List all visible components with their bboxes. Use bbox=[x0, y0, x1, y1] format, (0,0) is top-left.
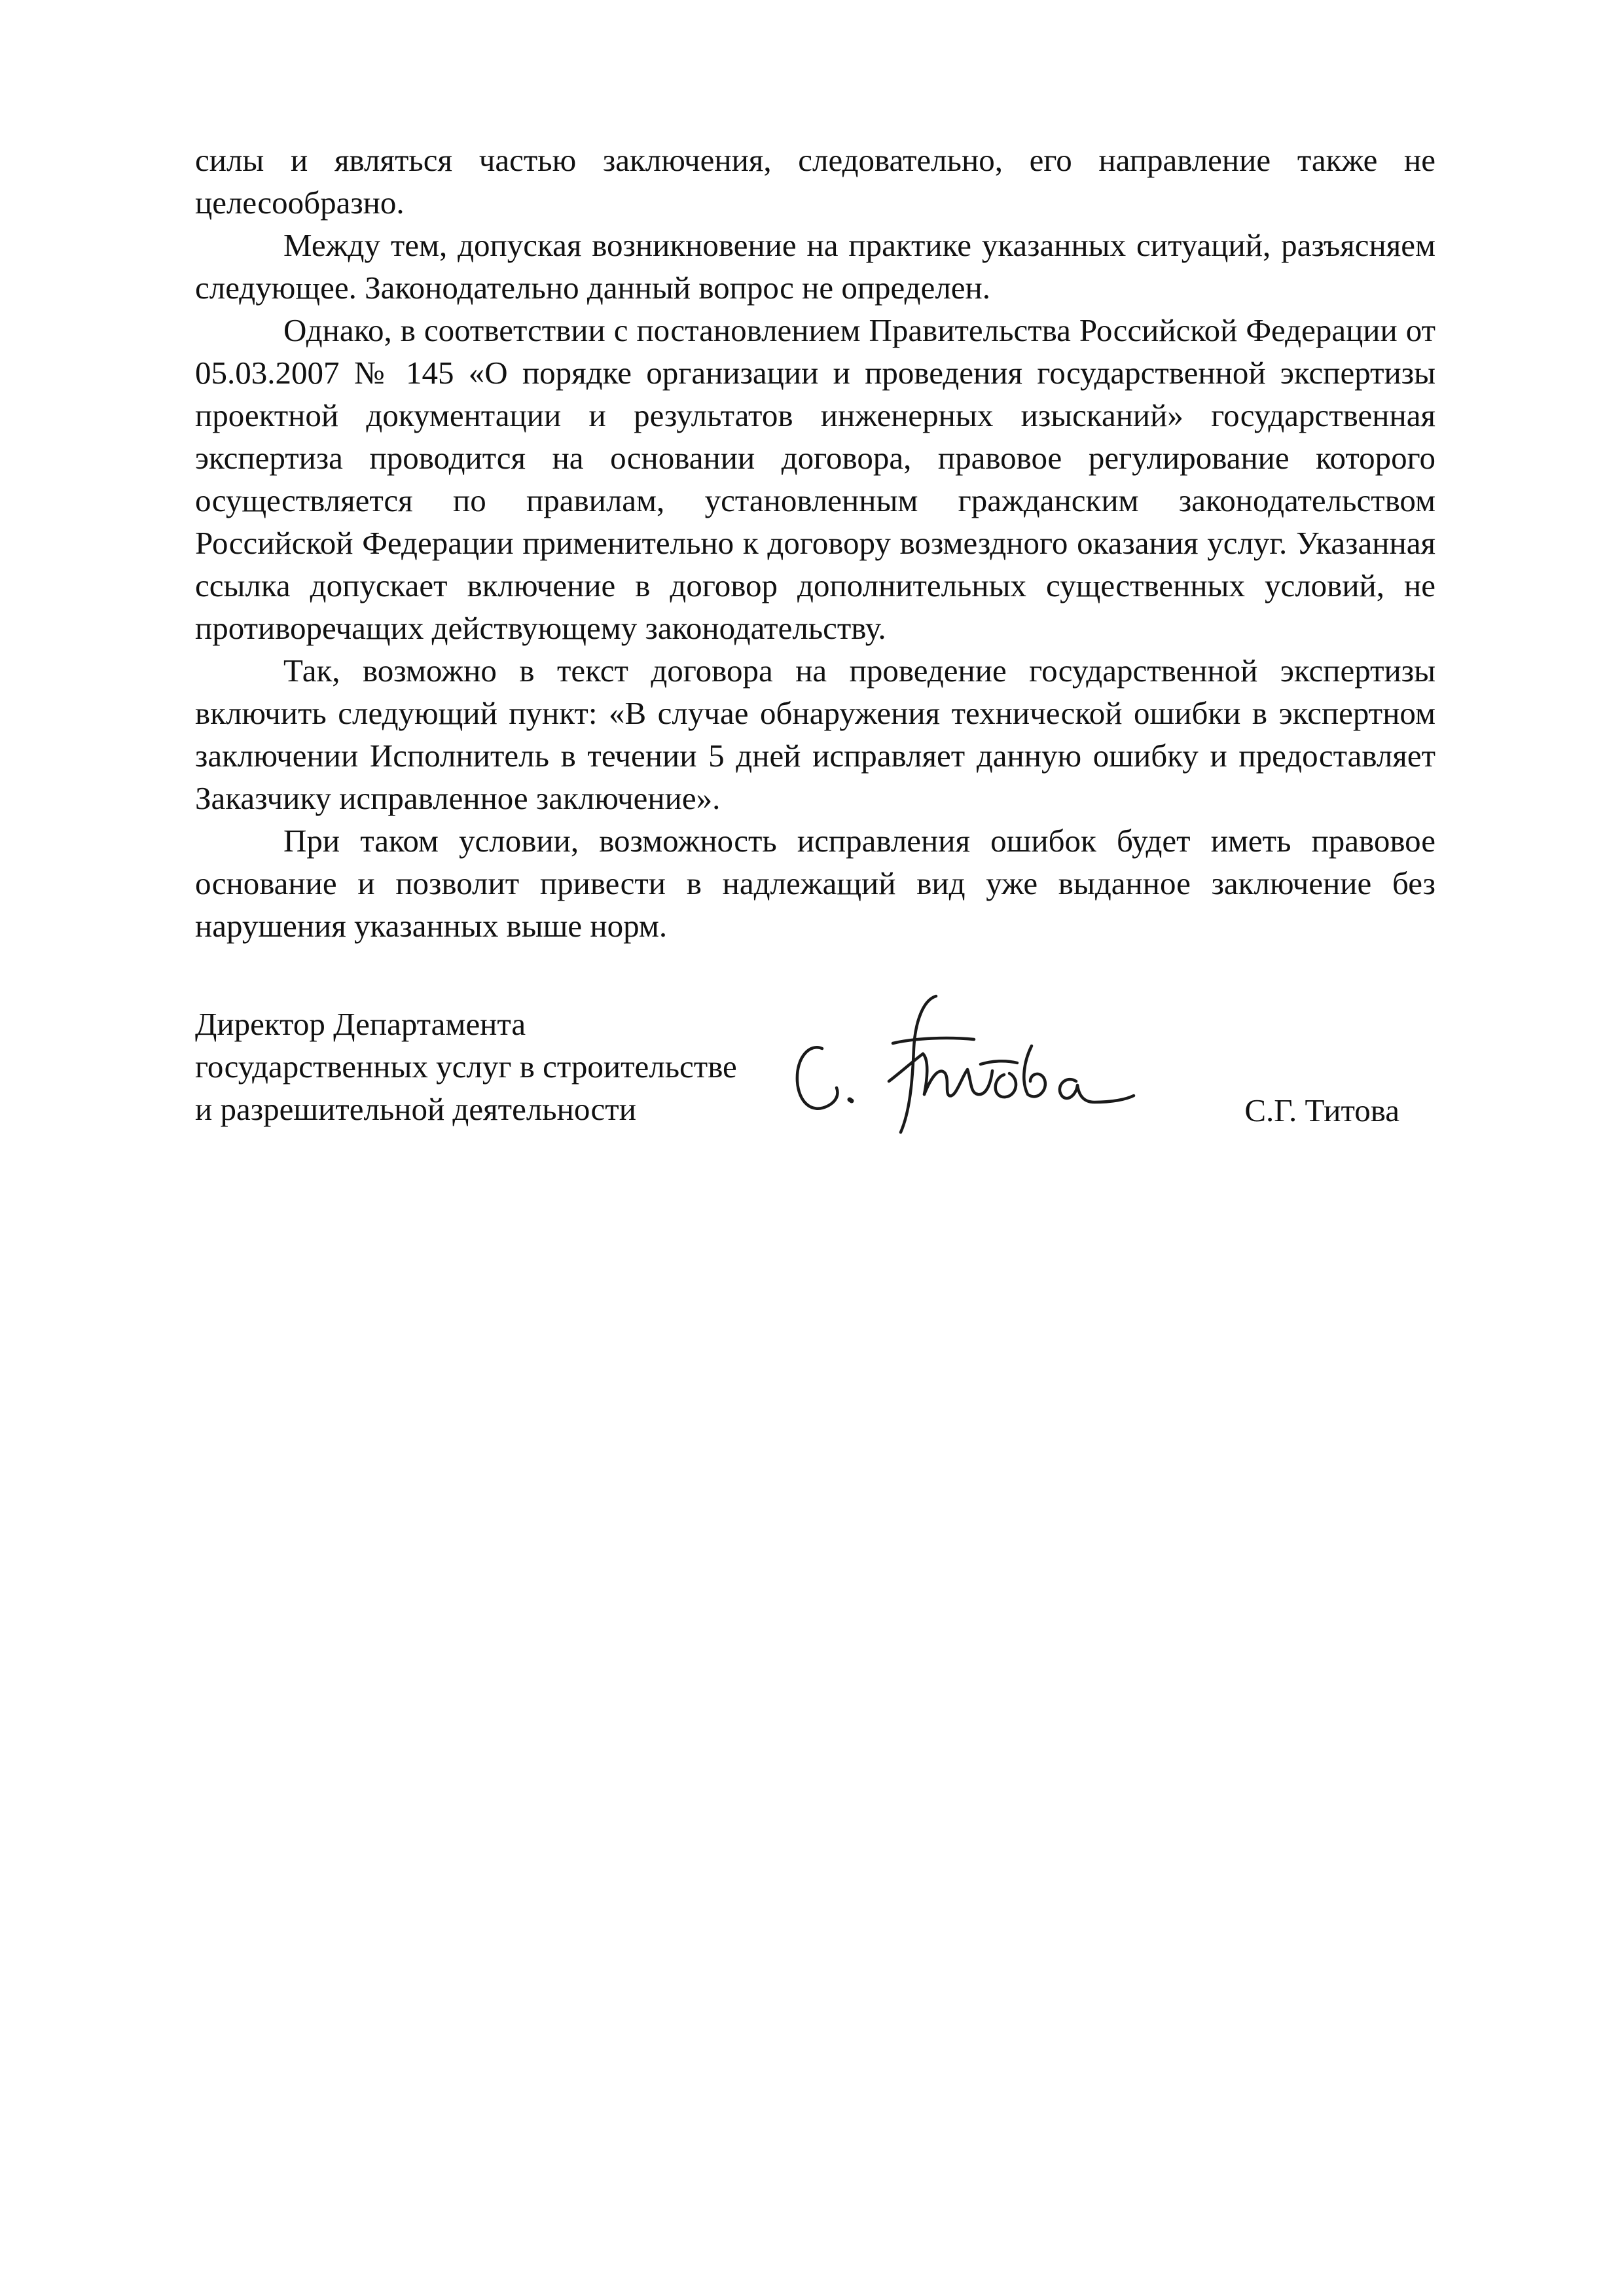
signer-name: С.Г. Титова bbox=[1244, 1092, 1399, 1128]
signer-position bbox=[195, 1003, 784, 1130]
signer-position-line: государственных услуг в строительстве bbox=[195, 1049, 737, 1085]
paragraph-clarification: Между тем, допуская возникновение на практике указанных ситуаций, разъясняем следующее. Законодательно данный вопрос не определен. bbox=[195, 227, 1435, 306]
handwritten-signature bbox=[784, 983, 1138, 1140]
paragraph-legal-basis: Однако, в соответствии с постановлением Правительства Российской Федерации от 05.03.2007 № 145 «О порядке организации и проведения государственной экспертизы проектной документации и результатов инженерных изысканий» государственная экспертиза проводится на основании договора, правовое регулирование которого осуществляется по правилам, установленным гражданским законодательством Российской Федерации применительно к договору возмездного оказания услуг. Указанная ссылка допускает включение в договор дополнительных существенных условий, не противоречащих действующему законодательству. bbox=[195, 312, 1435, 646]
letter-body bbox=[195, 139, 1435, 947]
signer-position-line: Директор Департамента bbox=[195, 1006, 526, 1042]
paragraph-conclusion: При таком условии, возможность исправления ошибок будет иметь правовое основание и позволит привести в надлежащий вид уже выданное заключение без нарушения указанных выше норм. bbox=[195, 823, 1435, 944]
paragraph-contract-clause: Так, возможно в текст договора на проведение государственной экспертизы включить следующий пункт: «В случае обнаружения технической ошибки в экспертном заключении Исполнитель в течении 5 дней исправляет данную ошибку и предоставляет Заказчику исправленное заключение». bbox=[195, 653, 1435, 816]
signature-block bbox=[195, 1003, 1435, 1147]
paragraph-continuation: силы и являться частью заключения, следовательно, его направление также не целесообразно. bbox=[195, 142, 1435, 221]
signer-position-line: и разрешительной деятельности bbox=[195, 1091, 636, 1127]
